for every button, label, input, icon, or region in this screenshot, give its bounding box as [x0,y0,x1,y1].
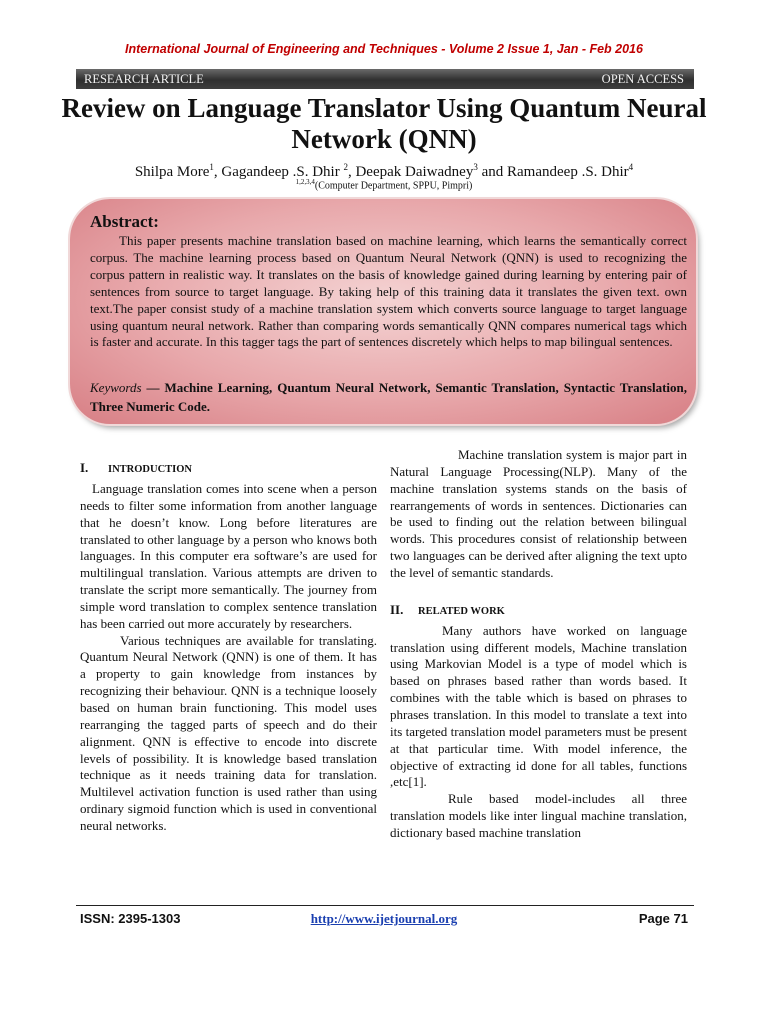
author-name: Ramandeep .S. Dhir [507,164,629,180]
keywords-label: Keywords [90,380,142,395]
author-name: Gagandeep .S. Dhir [221,164,344,180]
issn: ISSN: 2395-1303 [80,911,181,926]
author-sep: and [477,164,508,180]
footer [80,911,688,931]
section-heading-related-work [390,602,687,620]
section-number: I. [80,460,89,475]
paragraph: Language translation comes into scene when a person needs to filter some information from another language that he doesn’t know. Long before literatures are translated to other language by a person who knows both languages. In this computer era software’s are used for multilingual translation. Various attempts are driven to translate the script more semantically. The journey from simple word translation to complex sentence translation has been carried out more accurately by researchers. [80,481,377,631]
section-number: II. [390,601,404,617]
right-column [390,447,687,842]
author-sup: 1 [209,162,214,172]
abstract-text: This paper presents machine translation based on machine learning, which learns the semantically correct corpus. The machine learning process based on Quantum Neural Network (QNN) is used to recognizing the corpus pattern in realistic way. It translates on the basis of knowledge gained during learning by entering pair of sentences from source to target language. By taking help of this training data it translates the given text. own text.The paper consist study of a machine translation system which converts source language to target language using quantum neural network. Rather than comparing words semantically QNN compares numerical tags which is faster and accurate. In this tagger tags the part of sentences discretely which helps to map bilingual sentences. [90,233,687,350]
paragraph: Many authors have worked on language translation using different models, Machine translation using Markovian Model is a type of model which is based on phrases based rather than words based. It combines with the table which is based on phrases to phrases translation. In this model to translate a text into its targeted translation model parameters must be present at that particular time. With model inference, the objective of extracting id done for all tables, functions ,etc[1]. [390,622,687,790]
keywords [90,379,687,416]
author-name: Deepak Daiwadney [355,164,474,180]
journal-link[interactable]: http://www.ijetjournal.org [310,911,458,926]
affiliation-text: (Computer Department, SPPU, Pimpri) [314,180,473,192]
access-label: OPEN ACCESS [601,72,684,86]
section-heading-introduction [80,460,377,478]
article-bar [76,69,694,89]
affiliation-sup: 1,2,3,4 [295,178,315,186]
page-number: Page 71 [638,911,688,926]
article-category: RESEARCH ARTICLE [84,72,204,86]
author-sup: 4 [628,162,634,172]
paragraph: Various techniques are available for translating. Quantum Neural Network (QNN) is one of them. It has a property to gain knowledge from instances by recognizing their behaviour. QNN is a technique loosely based on human brain functioning. This model uses rearranging the tagged parts of speech and do their alignment. QNN is effective to encode into discrete levels of possibility. It is knowledge based translation technique as it needs training data for translation. Multilevel activation function is used rather than using ordinary sigmoid function which is used in conventional neural networks. [80,632,377,833]
author-sep: , [347,164,356,180]
keywords-list: — Machine Learning, Quantum Neural Network, Semantic Translation, Syntactic Translation, Three Numeric Code. [90,380,687,414]
section-name: INTRODUCTION [108,464,193,475]
left-column [80,460,377,835]
author-sup: 2 [343,162,348,172]
abstract-heading: Abstract: [90,212,159,231]
author-name: Shilpa More [134,164,210,180]
author-sup: 3 [473,162,478,172]
paragraph: Machine translation system is major part in Natural Language Processing(NLP). Many of the machine translation systems stands on the basis of rearrangements of words in sentences. Dictionaries can be used to finding out the relation between bilingual words. This procedures consist of relationship between two languages can be derived after aligning the text upto the level of semantic standards. [390,447,687,580]
footer-rule [76,905,694,906]
paragraph: Rule based model-includes all three translation models like inter lingual machine translation, dictionary based machine translation [390,791,687,840]
paper-title: Review on Language Translator Using Quantum Neural Network (QNN) [61,93,707,154]
author-sep: , [213,164,222,180]
affiliation [0,178,768,191]
journal-header: International Journal of Engineering and Techniques - Volume 2 Issue 1, Jan - Feb 2016 [125,42,643,56]
section-name: RELATED WORK [418,605,505,617]
